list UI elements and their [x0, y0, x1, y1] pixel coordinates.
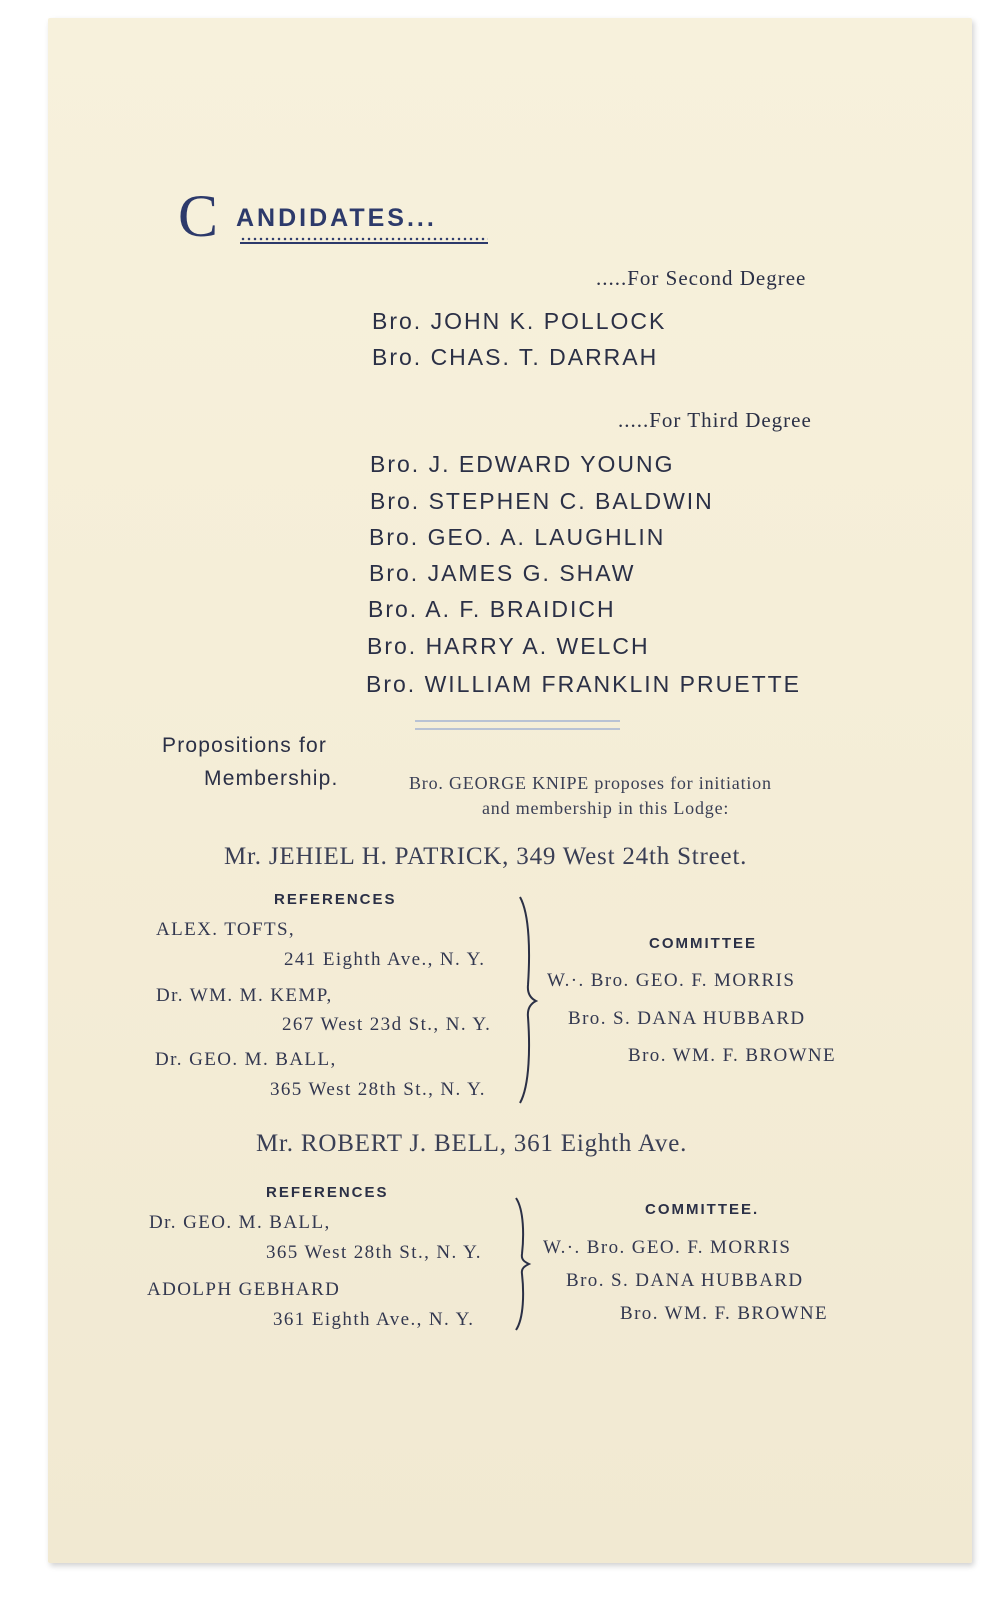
third-degree-name: Bro. HARRY A. WELCH: [367, 633, 650, 659]
committee-member: Bro. WM. F. BROWNE: [620, 1303, 829, 1324]
reference-address: 267 West 23d St., N. Y.: [282, 1014, 492, 1035]
references-header: REFERENCES: [266, 1184, 389, 1201]
reference-name: Dr. WM. M. KEMP,: [156, 985, 333, 1006]
committee-member: W.·. Bro. GEO. F. MORRIS: [547, 970, 796, 991]
third-degree-name: Bro. WILLIAM FRANKLIN PRUETTE: [366, 671, 802, 697]
reference-address: 241 Eighth Ave., N. Y.: [284, 949, 486, 970]
title-initial: C: [178, 183, 219, 249]
committee-member: W.·. Bro. GEO. F. MORRIS: [543, 1237, 792, 1258]
second-degree-name: Bro. JOHN K. POLLOCK: [372, 308, 667, 334]
reference-name: ADOLPH GEBHARD: [147, 1279, 341, 1300]
second-degree-name: Bro. CHAS. T. DARRAH: [372, 344, 659, 370]
committee-header: COMMITTEE: [649, 935, 757, 952]
reference-name: ALEX. TOFTS,: [156, 919, 296, 940]
candidate-name: Mr. JEHIEL H. PATRICK, 349 West 24th Street.: [224, 843, 748, 870]
reference-name: Dr. GEO. M. BALL,: [149, 1212, 331, 1233]
committee-member: Bro. S. DANA HUBBARD: [568, 1008, 806, 1029]
committee-member: Bro. S. DANA HUBBARD: [566, 1270, 804, 1291]
committee-member: Bro. WM. F. BROWNE: [628, 1045, 837, 1066]
second-degree-heading: .....For Second Degree: [596, 266, 807, 290]
third-degree-name: Bro. J. EDWARD YOUNG: [370, 451, 675, 477]
section-divider: [415, 720, 620, 730]
committee-header: COMMITTEE.: [645, 1201, 760, 1218]
proposer-line: Bro. GEORGE KNIPE proposes for initiation: [409, 773, 772, 793]
reference-address: 365 West 28th St., N. Y.: [266, 1242, 482, 1263]
reference-address: 361 Eighth Ave., N. Y.: [273, 1309, 475, 1330]
third-degree-name: Bro. JAMES G. SHAW: [369, 560, 636, 586]
candidate-name: Mr. ROBERT J. BELL, 361 Eighth Ave.: [256, 1130, 688, 1157]
brace-icon: [516, 895, 538, 1105]
reference-address: 365 West 28th St., N. Y.: [270, 1079, 486, 1100]
third-degree-name: Bro. A. F. BRAIDICH: [368, 596, 616, 622]
membership-label: Membership.: [204, 767, 339, 790]
title-underline: [240, 236, 488, 244]
title-text: ANDIDATES...: [236, 204, 437, 232]
propositions-label: Propositions for: [162, 734, 328, 757]
third-degree-name: Bro. STEPHEN C. BALDWIN: [370, 488, 714, 514]
reference-name: Dr. GEO. M. BALL,: [155, 1049, 337, 1070]
brace-icon: [512, 1196, 532, 1332]
proposer-line: and membership in this Lodge:: [482, 798, 730, 818]
third-degree-heading: .....For Third Degree: [618, 408, 812, 432]
references-header: REFERENCES: [274, 891, 397, 908]
third-degree-name: Bro. GEO. A. LAUGHLIN: [369, 524, 666, 550]
